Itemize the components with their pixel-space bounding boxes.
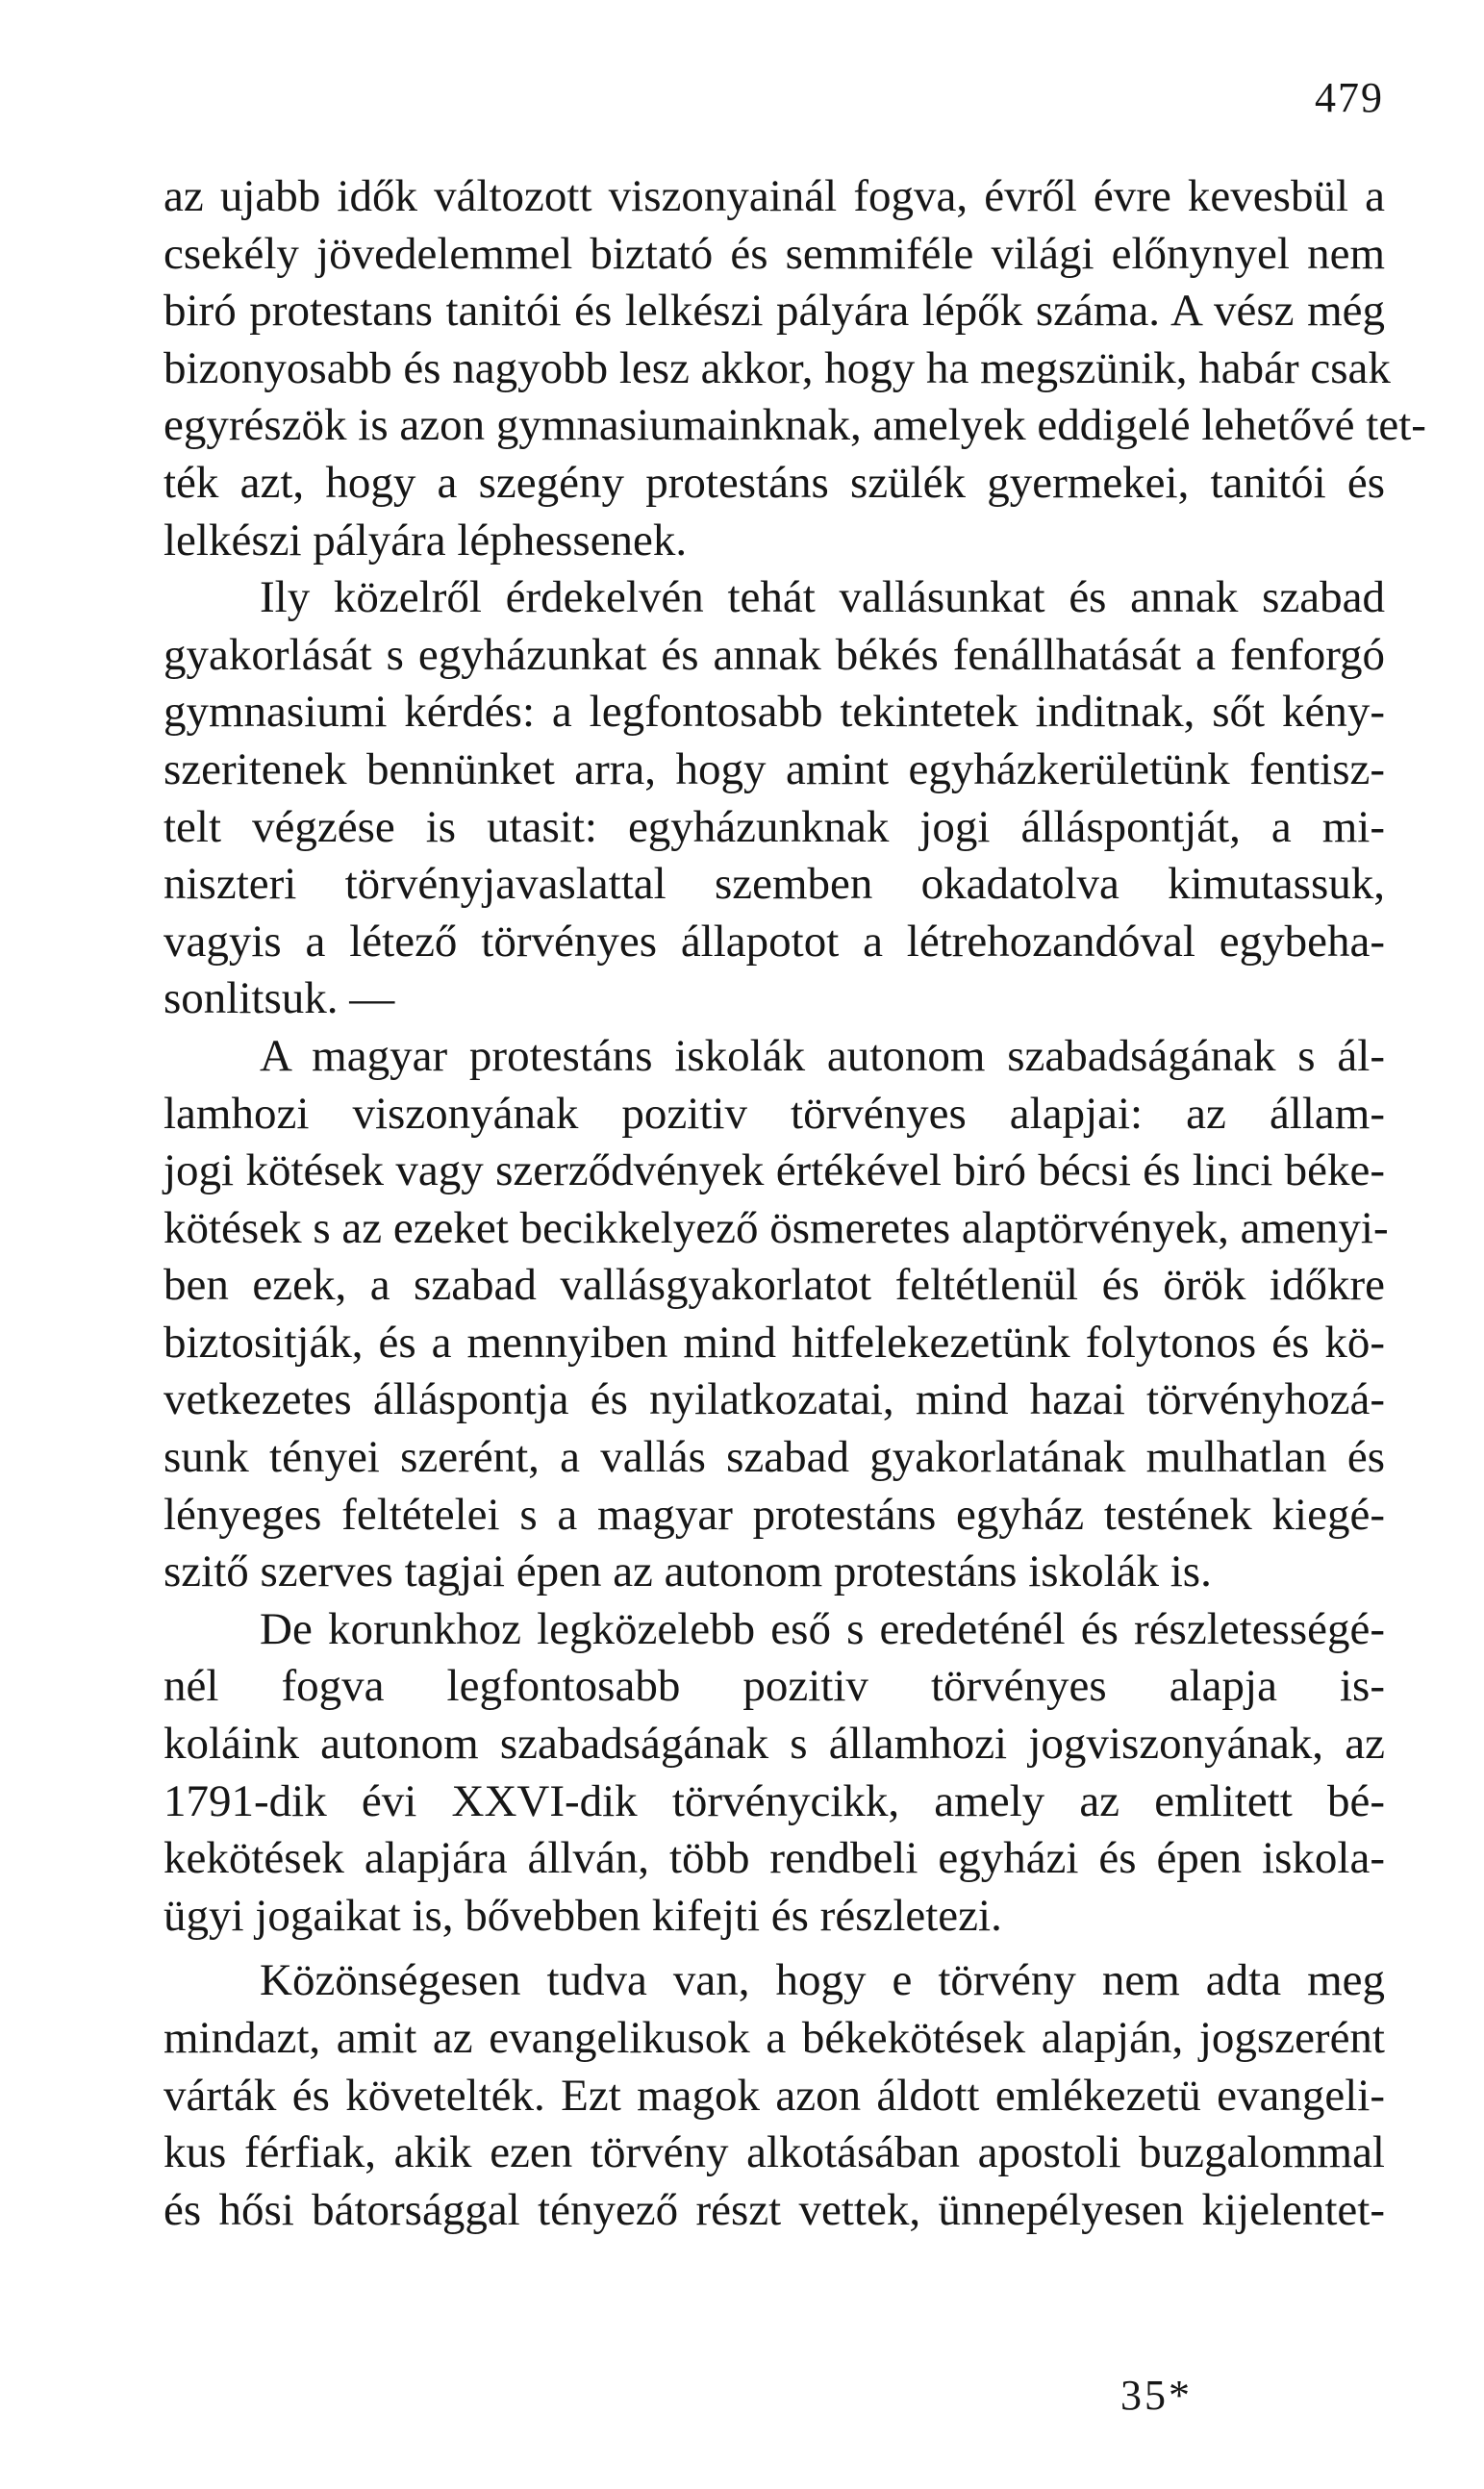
text-line: és hősi bátorsággal tényező részt vettek, ünnepélyesen kijelentet- xyxy=(163,2184,1385,2235)
text-line: koláink autonom szabadságának s államhozi jogviszonyának, az xyxy=(163,1719,1385,1770)
text-line: lamhozi viszonyának pozitiv törvényes alapjai: az állam- xyxy=(163,1088,1385,1139)
text-line: jogi kötések vagy szerződvények értékével biró bécsi és linci béke- xyxy=(163,1145,1385,1196)
text-line: lelkészi pályára léphessenek. xyxy=(163,515,688,566)
text-line: A magyar protestáns iskolák autonom szabadságának s ál- xyxy=(260,1030,1385,1081)
text-line: lényeges feltételei s a magyar protestáns egyház testének kiegé- xyxy=(163,1489,1385,1540)
text-line: Közönségesen tudva van, hogy e törvény nem adta meg xyxy=(260,1955,1385,2006)
body-text xyxy=(163,168,1426,2239)
text-line: ben ezek, a szabad vallásgyakorlatot feltétlenül és örök időkre xyxy=(163,1260,1385,1311)
text-line: De korunkhoz legközelebb eső s eredeténél és részletességé- xyxy=(260,1603,1385,1654)
text-line: kus férfiak, akik ezen törvény alkotásában apostoli buzgalommal xyxy=(163,2127,1385,2178)
text-line: 1791-dik évi XXVI-dik törvénycikk, amely az emlitett bé- xyxy=(163,1775,1385,1826)
text-line: niszteri törvényjavaslattal szemben okadatolva kimutassuk, xyxy=(163,859,1385,910)
text-line: várták és követelték. Ezt magok azon áldott emlékezetü evangeli- xyxy=(163,2070,1385,2121)
text-line: Ily közelről érdekelvén tehát vallásunkat és annak szabad xyxy=(260,572,1385,623)
page-number: 479 xyxy=(1315,74,1384,121)
text-line: szeritenek bennünket arra, hogy amint egyházkerületünk fentisz- xyxy=(163,743,1385,794)
text-line: gyakorlását s egyházunkat és annak békés fenállhatását a fenforgó xyxy=(163,629,1385,680)
text-line: szitő szerves tagjai épen az autonom protestáns iskolák is. xyxy=(163,1546,1212,1597)
text-line: egyrészök is azon gymnasiumainknak, amelyek eddigelé lehetővé tet- xyxy=(163,400,1426,451)
text-line: vagyis a létező törvényes állapotot a létrehozandóval egybeha- xyxy=(163,916,1385,967)
text-line: gymnasiumi kérdés: a legfontosabb tekintetek inditnak, sőt kény- xyxy=(163,687,1385,738)
text-line: biztositják, és a mennyiben mind hitfelekezetünk folytonos és kö- xyxy=(163,1317,1385,1368)
text-line: nél fogva legfontosabb pozitiv törvényes alapja is- xyxy=(163,1661,1385,1712)
text-line: ügyi jogaikat is, bővebben kifejti és részletezi. xyxy=(163,1890,1002,1941)
text-line: telt végzése is utasit: egyházunknak jogi álláspontját, a mi- xyxy=(163,801,1385,852)
text-line: mindazt, amit az evangelikusok a békekötések alapján, jogszerént xyxy=(163,2013,1385,2063)
text-line: ték azt, hogy a szegény protestáns szülék gyermekei, tanitói és xyxy=(163,457,1385,508)
text-line: sonlitsuk. — xyxy=(163,973,395,1024)
text-line: bizonyosabb és nagyobb lesz akkor, hogy ha megszünik, habár csak xyxy=(163,342,1391,393)
text-line: kötések s az ezeket becikkelyező ösmeretes alaptörvények, amenyi- xyxy=(163,1202,1389,1253)
text-line: biró protestans tanitói és lelkészi pályára lépők száma. A vész még xyxy=(163,286,1385,337)
text-line: vetkezetes álláspontja és nyilatkozatai, mind hazai törvényhozá- xyxy=(163,1374,1385,1425)
signature-mark: 35* xyxy=(1120,2372,1193,2419)
text-line: csekély jövedelemmel biztató és semmiféle világi előnynyel nem xyxy=(163,228,1385,279)
text-line: sunk tényei szerént, a vallás szabad gyakorlatának mulhatlan és xyxy=(163,1432,1385,1483)
text-line: az ujabb idők változott viszonyainál fogva, évről évre kevesbül a xyxy=(163,171,1385,221)
text-line: kekötések alapjára állván, több rendbeli egyházi és épen iskola- xyxy=(163,1833,1385,1884)
